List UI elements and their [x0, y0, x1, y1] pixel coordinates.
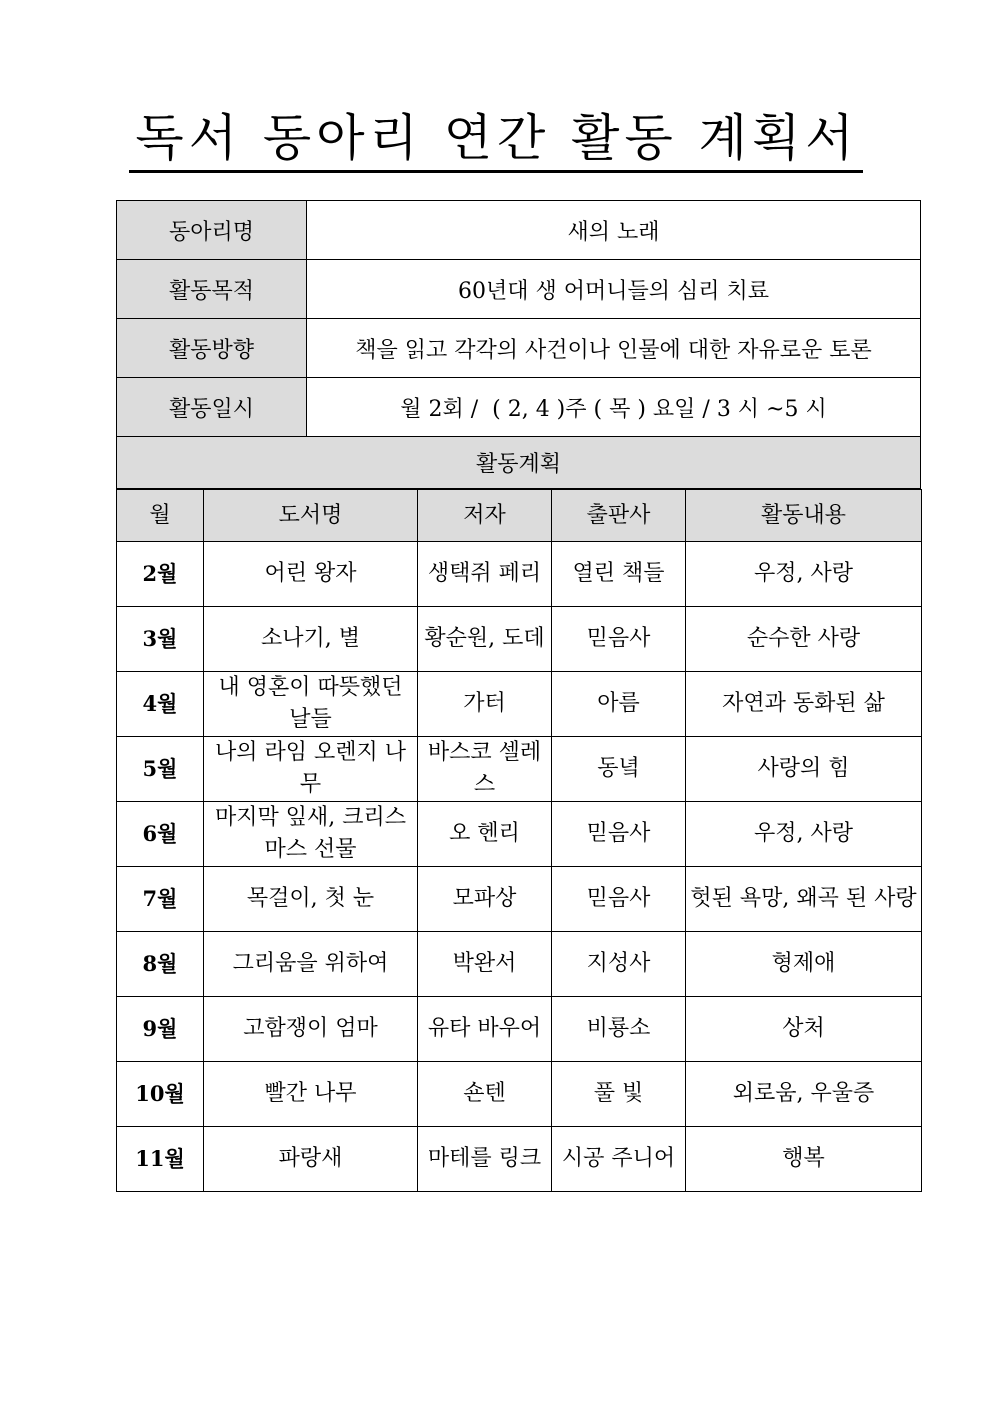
table-row — [117, 997, 922, 1062]
row-month: 6월 — [117, 802, 204, 867]
row-author: 가터 — [418, 672, 552, 737]
row-month: 10월 — [117, 1062, 204, 1127]
row-book: 빨간 나무 — [204, 1062, 418, 1127]
row-book: 소나기, 별 — [204, 607, 418, 672]
schedule-row — [117, 378, 921, 437]
header-publisher: 출판사 — [552, 490, 686, 542]
row-book: 파랑새 — [204, 1127, 418, 1192]
header-month: 월 — [117, 490, 204, 542]
row-publisher: 믿음사 — [552, 607, 686, 672]
table-row — [117, 932, 922, 997]
row-book: 어린 왕자 — [204, 542, 418, 607]
row-book: 나의 라임 오렌지 나무 — [204, 737, 418, 802]
purpose-row — [117, 260, 921, 319]
row-content: 외로움, 우울증 — [686, 1062, 922, 1127]
row-author: 박완서 — [418, 932, 552, 997]
row-publisher: 시공 주니어 — [552, 1127, 686, 1192]
row-author: 숀텐 — [418, 1062, 552, 1127]
table-row — [117, 607, 922, 672]
row-content: 헛된 욕망, 왜곡 된 사랑 — [686, 867, 922, 932]
row-content: 우정, 사랑 — [686, 802, 922, 867]
document-title-wrap — [0, 108, 992, 173]
plan-header-row — [117, 490, 922, 542]
header-book: 도서명 — [204, 490, 418, 542]
row-content: 순수한 사랑 — [686, 607, 922, 672]
plan-body — [117, 542, 922, 1192]
activity-plan-table — [116, 489, 922, 1192]
table-row — [117, 672, 922, 737]
row-content: 상처 — [686, 997, 922, 1062]
row-publisher: 믿음사 — [552, 802, 686, 867]
row-publisher: 지성사 — [552, 932, 686, 997]
row-book: 마지막 잎새, 크리스마스 선물 — [204, 802, 418, 867]
row-month: 5월 — [117, 737, 204, 802]
row-content: 우정, 사랑 — [686, 542, 922, 607]
row-author: 바스코 셀레스 — [418, 737, 552, 802]
table-row — [117, 867, 922, 932]
row-book: 고함쟁이 엄마 — [204, 997, 418, 1062]
row-author: 생택쥐 페리 — [418, 542, 552, 607]
row-content: 자연과 동화된 삶 — [686, 672, 922, 737]
schedule-label: 활동일시 — [117, 378, 307, 437]
header-author: 저자 — [418, 490, 552, 542]
row-publisher: 열린 책들 — [552, 542, 686, 607]
row-content: 형제애 — [686, 932, 922, 997]
plan-section-title: 활동계획 — [117, 437, 921, 489]
direction-value: 책을 읽고 각각의 사건이나 인물에 대한 자유로운 토론 — [307, 319, 921, 378]
row-month: 11월 — [117, 1127, 204, 1192]
row-month: 8월 — [117, 932, 204, 997]
row-month: 9월 — [117, 997, 204, 1062]
row-month: 3월 — [117, 607, 204, 672]
row-author: 오 헨리 — [418, 802, 552, 867]
table-row — [117, 542, 922, 607]
row-month: 4월 — [117, 672, 204, 737]
row-publisher: 동녘 — [552, 737, 686, 802]
direction-label: 활동방향 — [117, 319, 307, 378]
purpose-value: 60년대 생 어머니들의 심리 치료 — [307, 260, 921, 319]
club-info-table — [116, 200, 921, 489]
direction-row — [117, 319, 921, 378]
row-publisher: 비룡소 — [552, 997, 686, 1062]
schedule-value: 월 2회 / ( 2, 4 )주 ( 목 ) 요일 / 3 시 ~5 시 — [307, 378, 921, 437]
row-month: 7월 — [117, 867, 204, 932]
row-author: 황순원, 도데 — [418, 607, 552, 672]
plan-section-row — [117, 437, 921, 489]
purpose-label: 활동목적 — [117, 260, 307, 319]
row-book: 내 영혼이 따뜻했던 날들 — [204, 672, 418, 737]
table-row — [117, 802, 922, 867]
row-content: 행복 — [686, 1127, 922, 1192]
row-month: 2월 — [117, 542, 204, 607]
row-publisher: 믿음사 — [552, 867, 686, 932]
table-row — [117, 737, 922, 802]
row-publisher: 풀 빛 — [552, 1062, 686, 1127]
header-content: 활동내용 — [686, 490, 922, 542]
table-row — [117, 1062, 922, 1127]
table-row — [117, 1127, 922, 1192]
club-name-value: 새의 노래 — [307, 201, 921, 260]
club-name-label: 동아리명 — [117, 201, 307, 260]
row-publisher: 아름 — [552, 672, 686, 737]
row-author: 마테를 링크 — [418, 1127, 552, 1192]
row-author: 모파상 — [418, 867, 552, 932]
club-name-row — [117, 201, 921, 260]
row-book: 목걸이, 첫 눈 — [204, 867, 418, 932]
document-title: 독서 동아리 연간 활동 계획서 — [129, 108, 862, 173]
row-book: 그리움을 위하여 — [204, 932, 418, 997]
row-author: 유타 바우어 — [418, 997, 552, 1062]
row-content: 사랑의 힘 — [686, 737, 922, 802]
